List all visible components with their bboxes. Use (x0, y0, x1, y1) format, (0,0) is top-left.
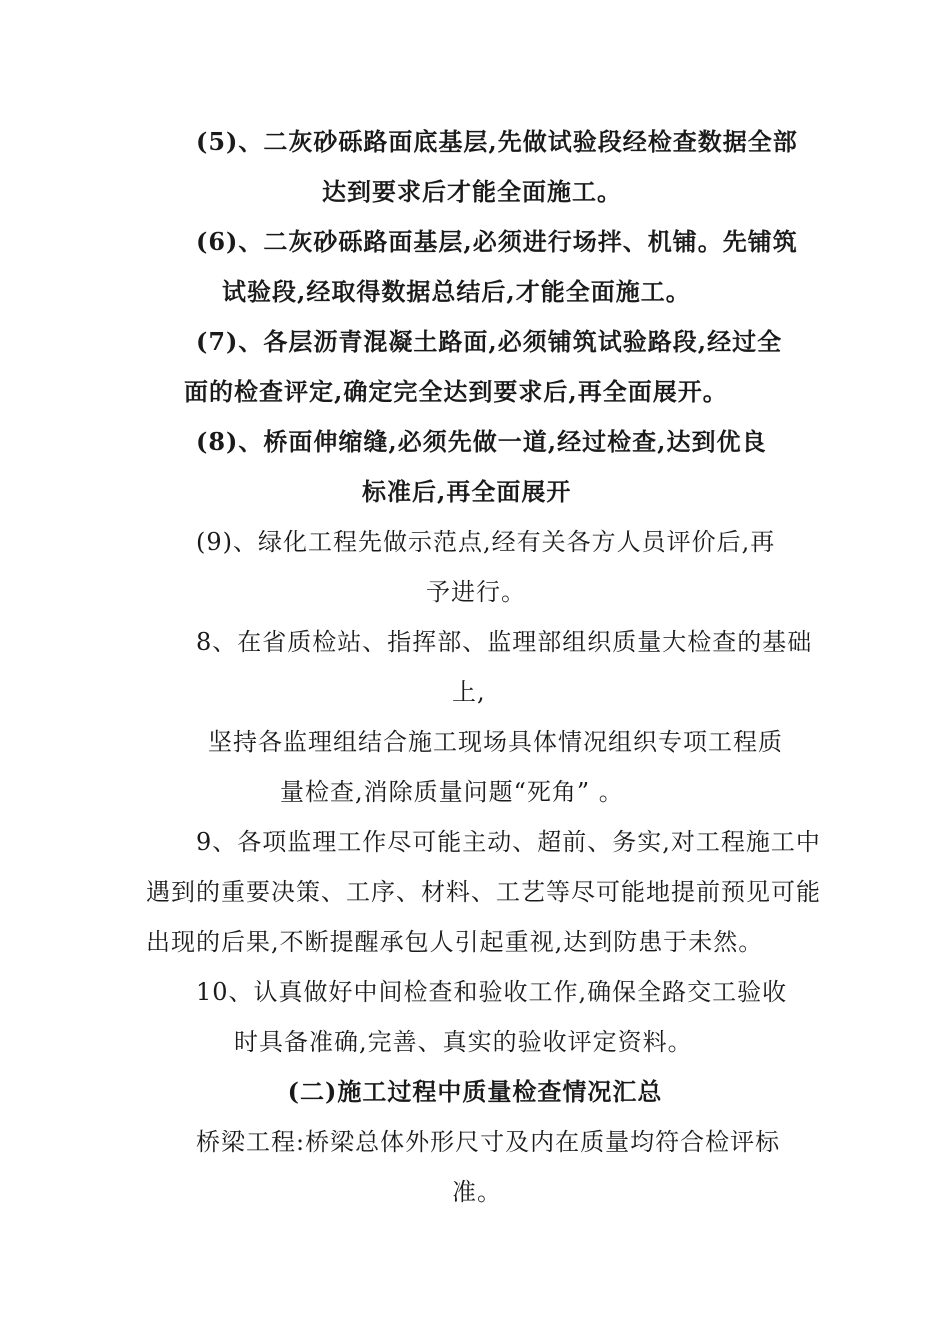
point-9-line-3: 出现的后果,不断提醒承包人引起重视,达到防患于未然。 (146, 928, 764, 956)
point-8-line-4: 量检查,消除质量问题“死角” 。 (280, 778, 624, 806)
bridge-line-2: 准。 (452, 1178, 502, 1206)
item-7-line-2: 面的检查评定,确定完全达到要求后,再全面展开。 (184, 377, 728, 406)
item-6-line-2: 试验段,经取得数据总结后,才能全面施工。 (222, 277, 691, 306)
item-8-line-2: 标准后,再全面展开 (362, 477, 572, 506)
section-heading: (二)施工过程中质量检查情况汇总 (287, 1077, 663, 1106)
point-8-line-1: 8、在省质检站、指挥部、监理部组织质量大检查的基础 (196, 628, 813, 656)
item-9-line-2: 予进行。 (426, 578, 526, 606)
point-9-line-2: 遇到的重要决策、工序、材料、工艺等尽可能地提前预见可能 (146, 878, 821, 906)
point-10-line-2: 时具备准确,完善、真实的验收评定资料。 (234, 1028, 693, 1056)
item-5-line-1: (5)、二灰砂砾路面底基层,先做试验段经检查数据全部 (196, 127, 798, 156)
point-8-line-2: 上, (452, 678, 486, 706)
item-6-line-1: (6)、二灰砂砾路面基层,必须进行场拌、机铺。先铺筑 (196, 227, 798, 256)
point-9-line-1: 9、各项监理工作尽可能主动、超前、务实,对工程施工中 (196, 828, 821, 856)
item-5-line-2: 达到要求后才能全面施工。 (322, 177, 622, 206)
item-9-line-1: (9)、绿化工程先做示范点,经有关各方人员评价后,再 (196, 528, 776, 556)
point-8-line-3: 坚持各监理组结合施工现场具体情况组织专项工程质 (208, 728, 783, 756)
bridge-line-1: 桥梁工程:桥梁总体外形尺寸及内在质量均符合检评标 (196, 1128, 781, 1156)
item-8-line-1: (8)、桥面伸缩缝,必须先做一道,经过检查,达到优良 (196, 427, 767, 456)
point-10-line-1: 10、认真做好中间检查和验收工作,确保全路交工验收 (196, 978, 788, 1006)
item-7-line-1: (7)、各层沥青混凝土路面,必须铺筑试验路段,经过全 (196, 327, 783, 356)
